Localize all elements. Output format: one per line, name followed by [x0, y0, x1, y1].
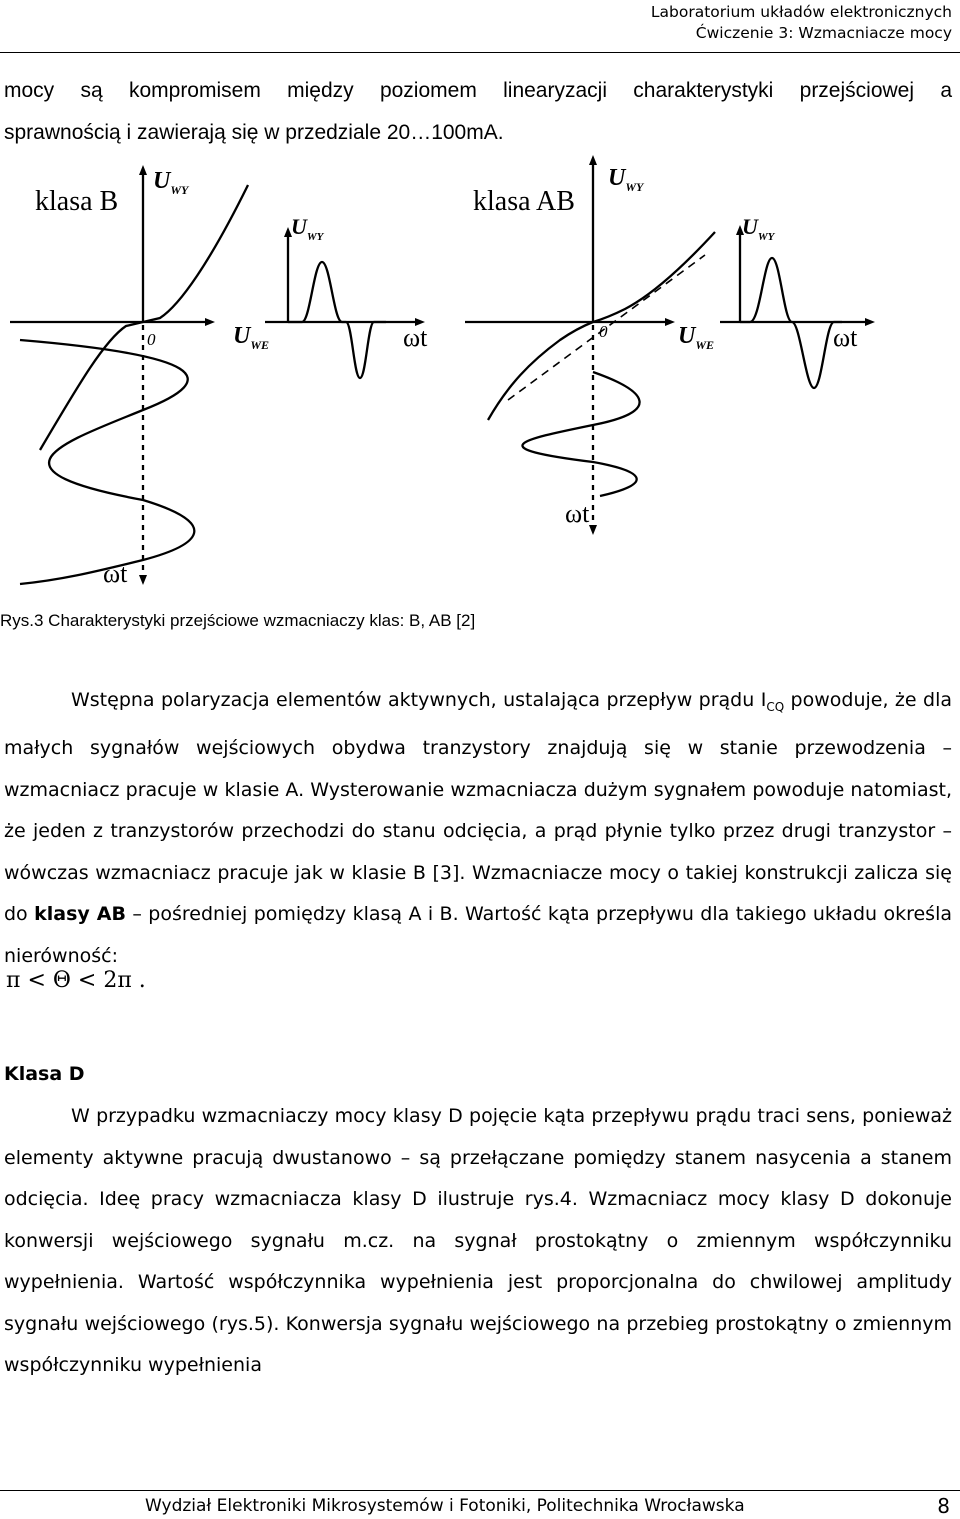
svg-text:UWY: $U_{WY}$ — [291, 214, 324, 243]
inequality-formula: π < Θ < 2π . — [6, 968, 146, 993]
classB-input-sine — [20, 340, 194, 584]
header-line-2: Ćwiczenie 3: Wzmacniacze mocy — [695, 24, 952, 42]
svg-text:ωt: ωt — [833, 323, 858, 352]
section-heading-class-d: Klasa D — [4, 1063, 85, 1085]
intro-line-1: mocy są kompromisem między poziomem linearyzacji charakterystyki przejściowej a — [4, 79, 952, 102]
header-line-1: Laboratorium układów elektronicznych — [650, 3, 952, 21]
svg-text:UWE: $U_{WE}$ — [678, 323, 715, 352]
classAB-input-sine — [522, 372, 639, 496]
intro-line-2: sprawnością i zawierają się w przedziale 20…100mA. — [4, 121, 504, 144]
svg-text:UWY: $U_{WY}$ — [742, 214, 775, 243]
classB-output-wave — [288, 262, 386, 378]
transfer-characteristics-figure — [0, 150, 960, 610]
page-number: 8 — [937, 1494, 950, 1518]
paragraph-class-d: W przypadku wzmacniaczy mocy klasy D pojęcie kąta przepływu prądu traci sens, ponieważ elementy aktywne pracują dwustanowo – są przełączane pomiędzy stanem nasycenia a stanem odcięcia. Ideę pracy wzmacniacza klasy D ilustruje rys.4. Wzmacniacz mocy klasy D dokonuje konwersji wejściowego sygnału m.cz. na sygnał prostokątny o zmiennym współczynniku wypełnienia. Wartość współczynnika wypełnienia jest proporcjonalna do chwilowej amplitudy sygnału wejściowego (rys.5). Konwersja sygnału wejściowego na przebieg prostokątny o zmiennym współczynniku wypełnienia — [4, 1105, 952, 1376]
classB-title: klasa B — [35, 186, 119, 217]
svg-text:ωt: ωt — [103, 559, 128, 588]
intro-text — [4, 70, 952, 154]
figure-caption: Rys.3 Charakterystyki przejściowe wzmacniaczy klas: B, AB [2] — [0, 611, 476, 630]
paragraph-polarization: Wstępna polaryzacja elementów aktywnych, ustalająca przepływ prądu $I_{CQ}$ powoduje, że dla małych sygnałów wejściowych obydwa tranzystory znajdują się w stanie przewodzenia – wzmacniacz pracuje w klasie A. Wysterowanie wzmacniacza dużym sygnałem powoduje natomiast, że jeden z tranzystorów przechodzi do stanu odcięcia, a prąd płynie tylko przez drugi tranzystor – wówczas wzmacniacz pracuje jak w klasie B [3]. Wzmacniacze mocy o takiej konstrukcji zalicza się do klasy AB – pośredniej pomiędzy klasą A i B. Wartość kąta przepływu dla takiego układu określa nierówność: — [4, 689, 952, 967]
footer-rule — [0, 1490, 960, 1491]
svg-text:ωt: ωt — [403, 323, 428, 352]
page-header — [651, 2, 952, 44]
classAB-title: klasa AB — [473, 186, 575, 217]
svg-text:0: 0 — [599, 322, 608, 341]
svg-text:0: 0 — [147, 330, 156, 349]
svg-text:UWE: $U_{WE}$ — [233, 323, 270, 352]
svg-text:ωt: ωt — [565, 499, 590, 528]
header-rule — [0, 52, 960, 53]
svg-text:UWY: $U_{WY}$ — [608, 165, 644, 194]
footer-text: Wydział Elektroniki Mikrosystemów i Fotoniki, Politechnika Wrocławska — [145, 1496, 745, 1516]
svg-text:UWY: $U_{WY}$ — [153, 168, 189, 197]
